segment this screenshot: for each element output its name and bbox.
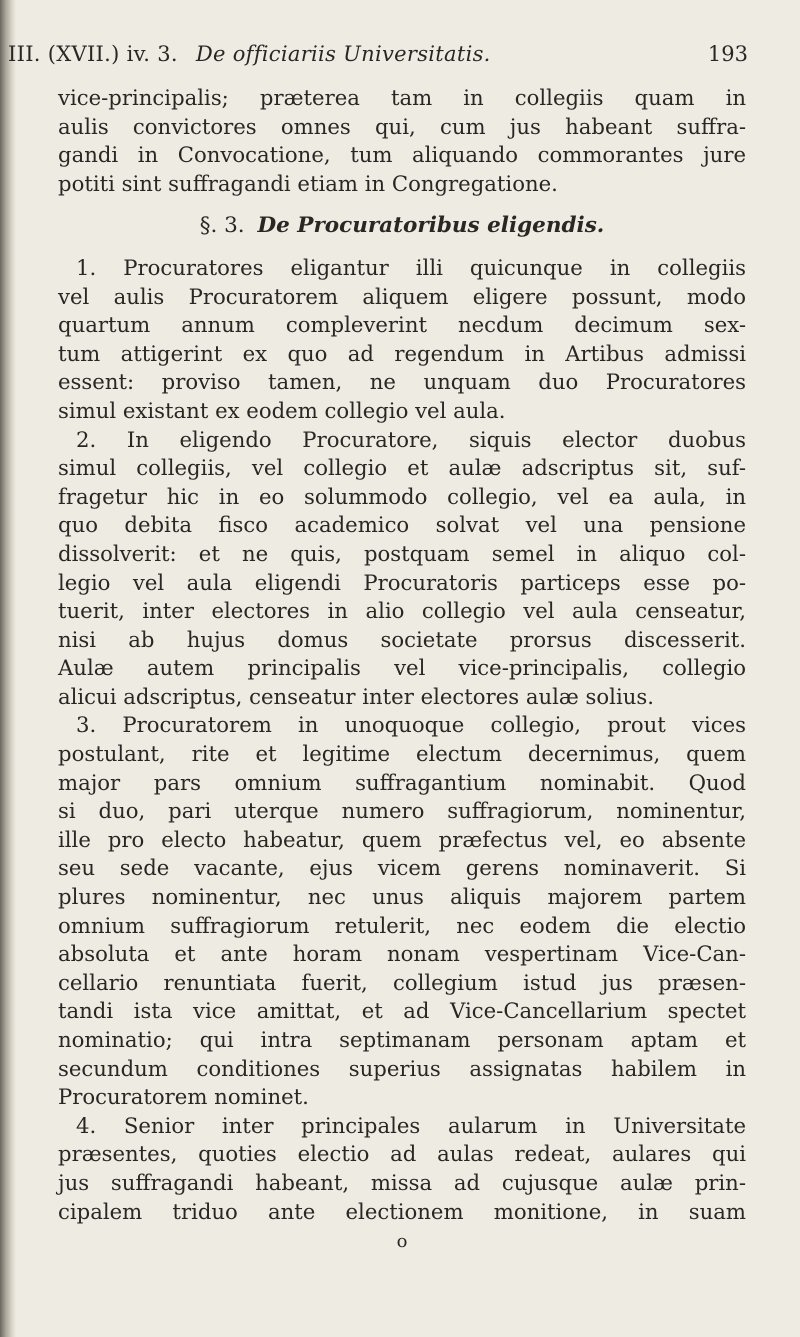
text-line: major pars omnium suffragantium nominabit. Quod [58,769,746,795]
text-line: Aulæ autem principalis vel vice-principalis, collegio [58,655,746,681]
text-line: simul existant ex eodem collegio vel aula. [58,397,506,423]
text-line: cipalem triduo ante electionem monitione, in suam [58,1198,746,1224]
text-line: vel aulis Procuratorem aliquem eligere possunt, modo [58,283,746,309]
running-head: III. (XVII.) iv. 3. [8,42,178,66]
paragraph-2 [58,426,746,712]
text-line: tuerit, inter electores in alio collegio vel aula censeatur, [58,598,746,624]
body-text [58,84,746,1257]
text-line: secundum conditiones superius assignatas habilem in [58,1055,746,1081]
paragraph-3 [58,711,746,1111]
text-line: 2. In eligendo Procuratore, siquis elector duobus [76,426,746,452]
paragraph-4 [58,1112,746,1226]
text-line: 4. Senior inter principales aularum in Universitate [76,1112,746,1138]
page-header [8,42,748,74]
text-line: 3. Procuratorem in unoquoque collegio, prout vices [76,712,746,738]
text-line: plures nominentur, nec unus aliquis majorem partem [58,884,746,910]
text-line: simul collegiis, vel collegio et aulæ adscriptus sit, suf- [58,455,746,481]
binding-shadow [0,0,16,1337]
text-line: gandi in Convocatione, tum aliquando commorantes jure [58,142,746,168]
text-line: nisi ab hujus domus societate prorsus discesserit. [58,626,746,652]
page-number: 193 [707,42,748,66]
text-line: 1. Procuratores eligantur illi quicunque in collegiis [76,254,746,280]
section-title: De Procuratoribus eligendis. [257,213,605,239]
running-title: De officiariis Universitatis. [195,42,491,66]
text-line: ille pro electo habeatur, quem præfectus vel, eo absente [58,826,746,852]
text-line: tandi ista vice amittat, et ad Vice-Cancellarium spectet [58,998,746,1024]
text-line: fragetur hic in eo solummodo collegio, vel ea aula, in [58,483,746,509]
text-line: omnium suffragiorum retulerit, nec eodem die electio [58,912,746,938]
text-line: postulant, rite et legitime electum decernimus, quem [58,741,746,767]
text-line: vice-principalis; præterea tam in collegiis quam in [58,85,746,110]
text-line: Procuratorem nominet. [58,1084,309,1110]
text-line: jus suffragandi habeant, missa ad cujusque aulæ prin- [58,1169,746,1195]
text-line: præsentes, quoties electio ad aulas redeat, aulares qui [58,1141,746,1167]
text-line: si duo, pari uterque numero suffragiorum, nominentur, [58,798,746,824]
paragraph-1 [58,254,746,426]
signature-mark: o [396,1231,408,1253]
text-line: nominatio; qui intra septimanam personam aptam et [58,1027,746,1052]
text-line: aulis convictores omnes qui, cum jus habeant suffra- [58,113,746,139]
text-line: quartum annum compleverint necdum decimum sex- [58,312,746,338]
section-symbol: §. 3. [199,213,245,239]
text-line: absoluta et ante horam nonam vespertinam Vice-Can- [58,941,746,967]
text-line: dissolverit: et ne quis, postquam semel in aliquo col- [58,540,746,566]
section-heading [58,212,746,241]
text-line: seu sede vacante, ejus vicem gerens nominaverit. Si [58,855,746,881]
text-line: tum attigerint ex quo ad regendum in Artibus admissi [58,340,746,366]
text-line: cellario renuntiata fuerit, collegium istud jus præsen- [58,969,746,995]
text-line: legio vel aula eligendi Procuratoris particeps esse po- [58,569,746,595]
text-line: potiti sint suffragandi etiam in Congregatione. [58,170,558,196]
text-line: essent: proviso tamen, ne unquam duo Procuratores [58,369,746,395]
text-line: alicui adscriptus, censeatur inter electores aulæ solius. [58,683,654,709]
opening-paragraph [58,84,746,198]
text-line: quo debita fisco academico solvat vel una pensione [58,512,746,538]
